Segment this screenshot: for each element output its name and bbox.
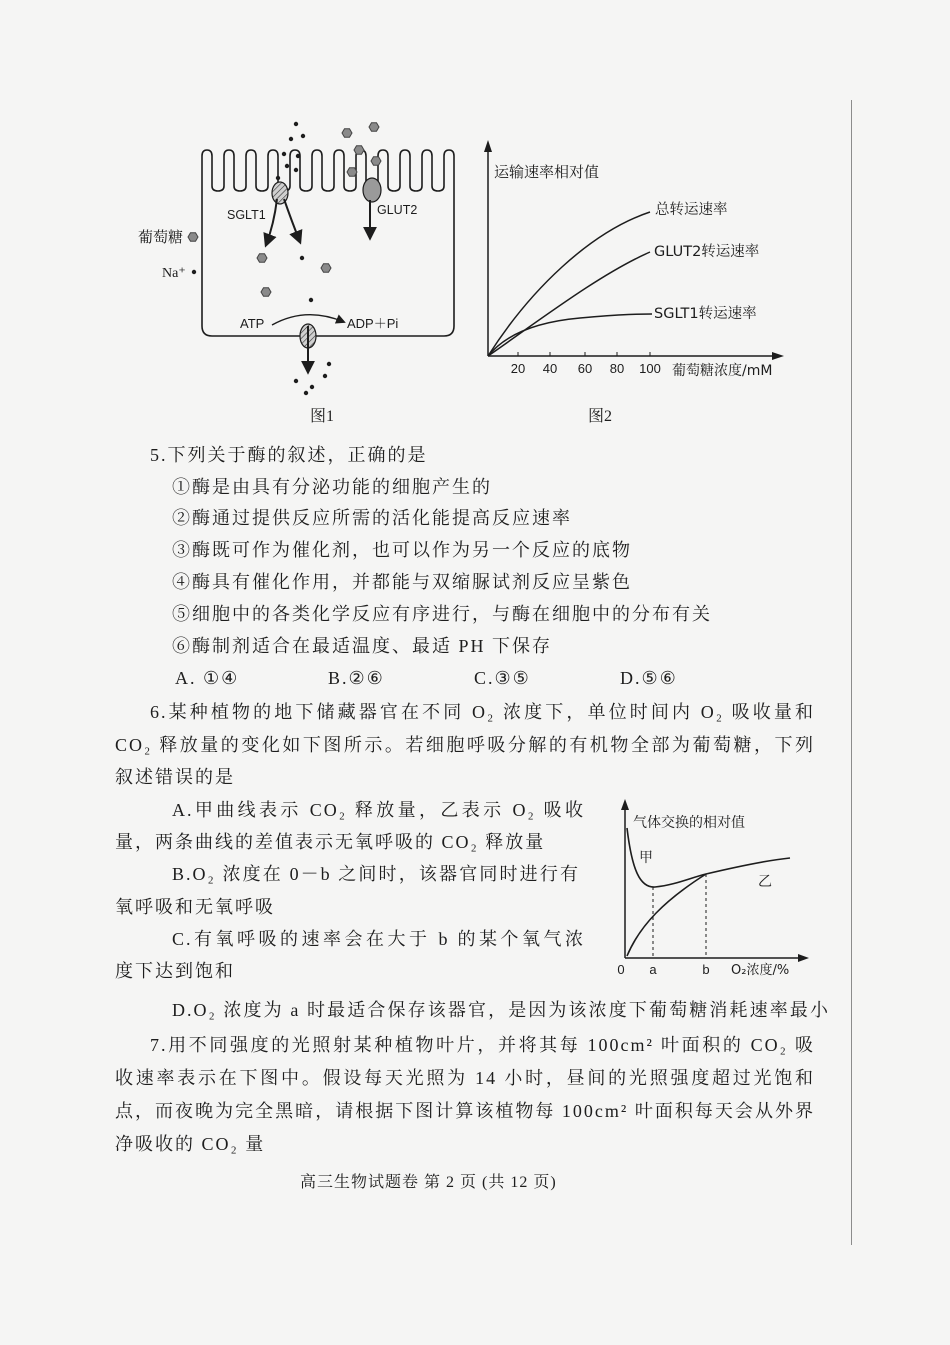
total-rate-label: 总转运速率 (655, 202, 728, 218)
sglt1-glucose-arrow (266, 199, 277, 245)
cell-membrane (202, 150, 454, 336)
glucose-molecule-dot (369, 123, 379, 132)
glucose-molecule-dot (354, 146, 364, 155)
figure3-gas-exchange-graph (605, 795, 820, 980)
sglt1-rate-label: SGLT1转运速率 (654, 306, 757, 322)
glucose-legend-dot (188, 233, 198, 242)
question6-stem-line: 叙述错误的是 (115, 767, 235, 787)
question5-statement: ②酶通过提供反应所需的活化能提高反应速率 (172, 508, 572, 528)
sodium-ion-dot (289, 137, 293, 141)
curve-yi-o2-uptake (627, 874, 706, 956)
x-tick-label: a (649, 962, 657, 977)
sodium-ion-dot (294, 168, 298, 172)
x-tick-label: 60 (577, 361, 593, 376)
question6-option-c-line: 度下达到饱和 (115, 961, 235, 981)
x-tick-label: 100 (639, 361, 661, 376)
glucose-legend-label: 葡萄糖 (138, 228, 184, 246)
molecule-dots (257, 122, 381, 395)
x-tick-label: 40 (542, 361, 558, 376)
sodium-ion-dot (301, 134, 305, 138)
question5-statement: ⑥酶制剂适合在最适温度、最适 PH 下保存 (172, 636, 553, 656)
glut2-rate-curve (488, 252, 650, 356)
sodium-ion-dot (282, 152, 286, 156)
question6-option-b-line: 氧呼吸和无氧呼吸 (115, 897, 275, 917)
x-tick-label: 80 (609, 361, 625, 376)
glucose-molecule-dot (261, 288, 271, 297)
sodium-ion-dot (285, 164, 289, 168)
question5-statement: ①酶是由具有分泌功能的细胞产生的 (172, 477, 492, 497)
question6-stem-line: CO₂ 释放量的变化如下图所示。若细胞呼吸分解的有机物全部为葡萄糖，下列 (115, 735, 815, 755)
question6-option-c-line: C.有氧呼吸的速率会在大于 b 的某个氧气浓 (172, 929, 585, 949)
question5-stem: 5.下列关于酶的叙述，正确的是 (150, 445, 428, 465)
question5-statement: ③酶既可作为催化剂，也可以作为另一个反应的底物 (172, 540, 632, 560)
question6-option-d-line: D.O₂ 浓度为 a 时最适合保存该器官，是因为该浓度下葡萄糖消耗速率最小 (172, 1000, 830, 1020)
x-tick-label: 0 (617, 962, 625, 977)
sodium-ion-dot (304, 391, 308, 395)
question6-option-b-line: B.O₂ 浓度在 0－b 之间时，该器官同时进行有 (172, 864, 580, 884)
figure2-transport-rate-graph (478, 135, 808, 390)
x-axis-arrow (772, 352, 784, 360)
page-footer: 高三生物试题卷 第 2 页 (共 12 页) (300, 1174, 557, 1191)
sodium-ion-dot (310, 385, 314, 389)
sodium-ion-dot (300, 256, 304, 260)
sodium-ion-dot (294, 122, 298, 126)
x-tick-label: 20 (510, 361, 526, 376)
figure2-caption: 图2 (588, 408, 613, 425)
sodium-ion-dot (294, 379, 298, 383)
question5-option-c: C.③⑤ (474, 668, 531, 688)
sglt1-label: SGLT1 (227, 208, 266, 222)
y-axis-arrow (621, 799, 629, 810)
glut2-rate-label: GLUT2转运速率 (654, 244, 760, 260)
question5-option-d: D.⑤⑥ (620, 668, 678, 688)
sodium-legend-label: Na⁺ (162, 266, 186, 281)
curve-yi-label: 乙 (758, 874, 772, 890)
sodium-ion-dot (296, 154, 300, 158)
x-tick-label: b (702, 962, 710, 977)
glucose-molecule-dot (321, 264, 331, 273)
glucose-molecule-dot (342, 129, 352, 138)
curve-jia-label: 甲 (639, 850, 653, 866)
binding-margin-line (851, 100, 852, 1245)
glut2-transporter (363, 178, 381, 202)
question6-option-a-line: 量，两条曲线的差值表示无氧呼吸的 CO₂ 释放量 (115, 832, 546, 852)
y-axis-label: 运输速率相对值 (494, 163, 600, 181)
total-rate-curve (488, 212, 650, 356)
sodium-ion-dot (327, 362, 331, 366)
y-axis-arrow (484, 140, 492, 152)
figure1-caption: 图1 (310, 408, 335, 425)
question6-option-a-line: A.甲曲线表示 CO₂ 释放量，乙表示 O₂ 吸收 (172, 800, 585, 820)
question7-stem-line: 7.用不同强度的光照射某种植物叶片，并将其每 100cm² 叶面积的 CO₂ 吸 (150, 1035, 815, 1055)
question5-statement: ⑤细胞中的各类化学反应有序进行，与酶在细胞中的分布有关 (172, 604, 712, 624)
question7-stem-line: 净吸收的 CO₂ 量 (115, 1134, 266, 1154)
glucose-molecule-dot (347, 168, 357, 177)
question7-stem-line: 点，而夜晚为完全黑暗，请根据下图计算该植物每 100cm² 叶面积每天会从外界 (115, 1101, 815, 1121)
atp-label: ATP (240, 316, 265, 331)
x-axis-label: O₂浓度/% (731, 963, 790, 978)
adp-pi-label: ADP＋Pi (347, 316, 399, 331)
question5-option-a: A. ①④ (175, 668, 240, 688)
glucose-molecule-dot (371, 157, 381, 166)
question5-option-b: B.②⑥ (328, 668, 385, 688)
question5-statement: ④酶具有催化作用，并都能与双缩脲试剂反应呈紫色 (172, 572, 632, 592)
x-axis-arrow (798, 954, 809, 962)
sodium-ion-dot (309, 298, 313, 302)
sodium-ion-dot (323, 374, 327, 378)
question6-stem-line: 6.某种植物的地下储藏器官在不同 O₂ 浓度下，单位时间内 O₂ 吸收量和 (150, 702, 815, 722)
glut2-label: GLUT2 (377, 203, 418, 217)
sodium-legend-dot (192, 270, 196, 274)
figure1-cell-diagram (130, 110, 470, 400)
x-axis-label: 葡萄糖浓度/mM (672, 363, 773, 379)
sodium-ion-dot (276, 176, 280, 180)
question7-stem-line: 收速率表示在下图中。假设每天光照为 14 小时，昼间的光照强度超过光饱和 (115, 1068, 815, 1088)
glucose-molecule-dot (257, 254, 267, 263)
sglt1-sodium-arrow (284, 199, 300, 242)
y-axis-label: 气体交换的相对值 (633, 815, 745, 831)
